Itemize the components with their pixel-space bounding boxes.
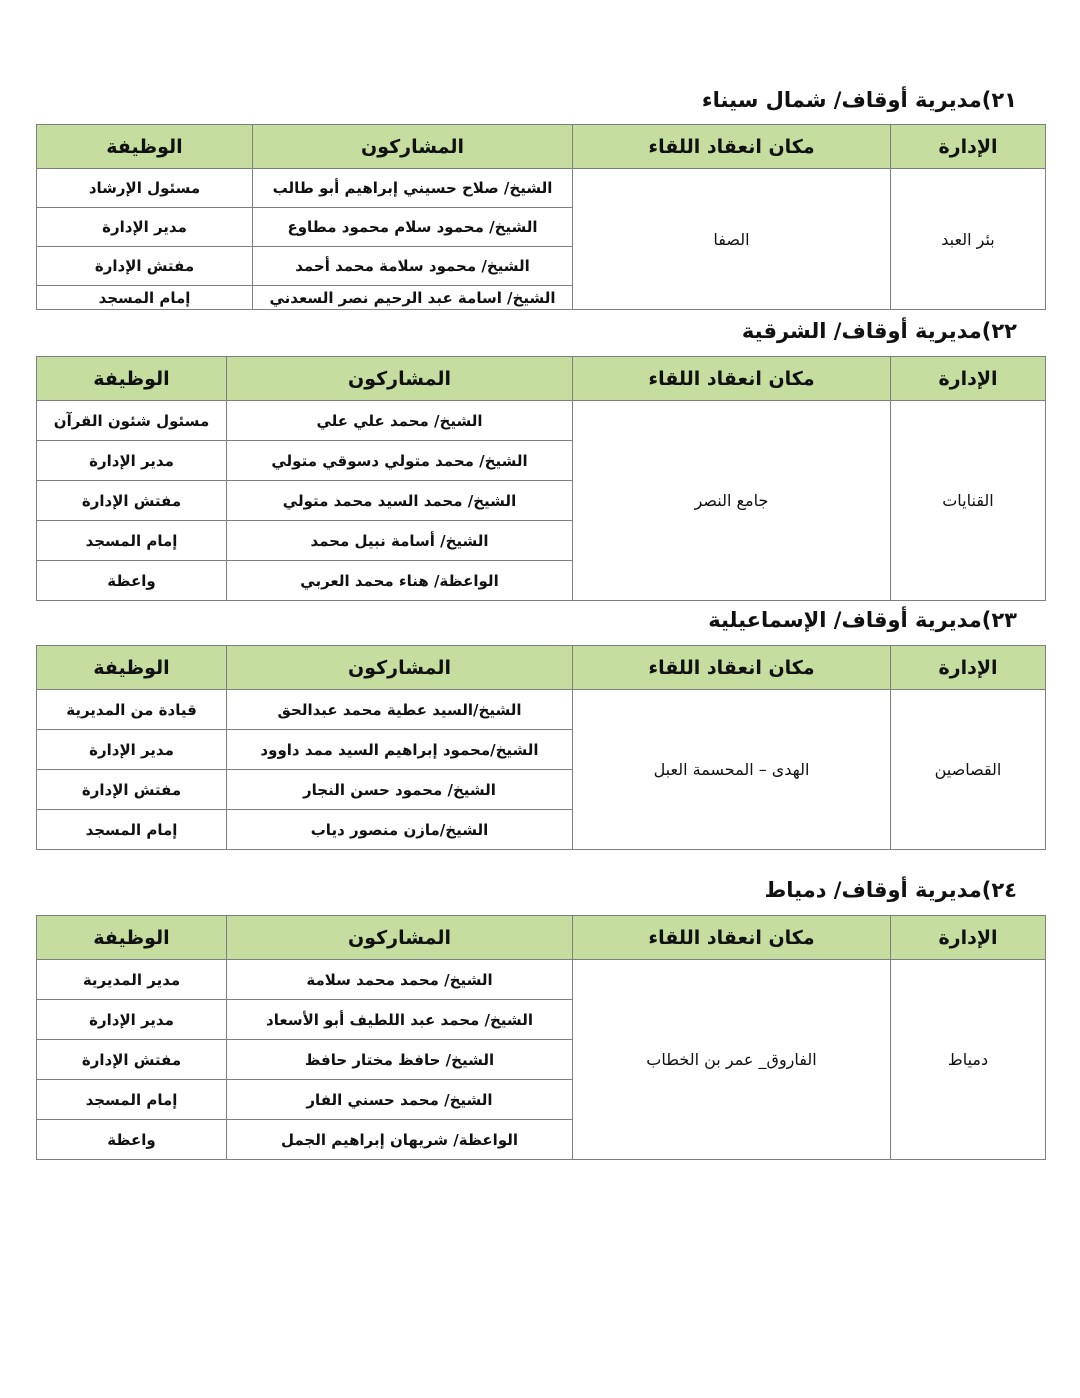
header-role: الوظيفة xyxy=(37,357,227,401)
role-cell: مدير الإدارة xyxy=(37,441,227,481)
role-cell: مفتش الإدارة xyxy=(37,481,227,521)
participant-cell: الشيخ/ محمود حسن النجار xyxy=(227,770,573,810)
header-admin: الإدارة xyxy=(891,357,1046,401)
table-row xyxy=(37,169,1046,208)
admin-cell: القنايات xyxy=(891,401,1046,601)
section-23 xyxy=(36,608,1045,850)
table-header-row xyxy=(37,125,1046,169)
venue-cell: الهدى – المحسمة العبل xyxy=(573,690,891,850)
role-cell: مسئول شئون القرآن xyxy=(37,401,227,441)
participant-cell: الشيخ/ محمود سلام محمود مطاوع xyxy=(253,208,573,247)
role-cell: إمام المسجد xyxy=(37,810,227,850)
role-cell: مفتش الإدارة xyxy=(37,247,253,286)
section-21 xyxy=(36,88,1045,312)
section-table xyxy=(36,915,1046,1160)
header-role: الوظيفة xyxy=(37,646,227,690)
table-header-row xyxy=(37,916,1046,960)
admin-cell: القصاصين xyxy=(891,690,1046,850)
role-cell: واعظة xyxy=(37,1120,227,1160)
role-cell: إمام المسجد xyxy=(37,286,253,310)
table-row xyxy=(37,960,1046,1000)
role-cell: مفتش الإدارة xyxy=(37,770,227,810)
section-table xyxy=(36,124,1046,310)
header-venue: مكان انعقاد اللقاء xyxy=(573,125,891,169)
participant-cell: الشيخ/ صلاح حسيني إبراهيم أبو طالب xyxy=(253,169,573,208)
role-cell: مسئول الإرشاد xyxy=(37,169,253,208)
section-table xyxy=(36,645,1046,850)
participant-cell: الشيخ/مازن منصور دياب xyxy=(227,810,573,850)
section-title: ٢٤)مديرية أوقاف/ دمياط xyxy=(764,878,1017,902)
participant-cell: الشيخ/ محمد حسني الفار xyxy=(227,1080,573,1120)
participant-cell: الشيخ/ محمد السيد محمد متولي xyxy=(227,481,573,521)
header-admin: الإدارة xyxy=(891,125,1046,169)
role-cell: إمام المسجد xyxy=(37,1080,227,1120)
role-cell: مدير الإدارة xyxy=(37,1000,227,1040)
table-header-row xyxy=(37,357,1046,401)
header-participants: المشاركون xyxy=(227,357,573,401)
header-participants: المشاركون xyxy=(253,125,573,169)
role-cell: مفتش الإدارة xyxy=(37,1040,227,1080)
role-cell: واعظة xyxy=(37,561,227,601)
role-cell: مدير الإدارة xyxy=(37,208,253,247)
participant-cell: الواعظة/ هناء محمد العربي xyxy=(227,561,573,601)
participant-cell: الشيخ/ اسامة عبد الرحيم نصر السعدني xyxy=(253,286,573,310)
role-cell: قيادة من المديرية xyxy=(37,690,227,730)
participant-cell: الشيخ/ محمد علي علي xyxy=(227,401,573,441)
admin-cell: دمياط xyxy=(891,960,1046,1160)
participant-cell: الشيخ/السيد عطية محمد عبدالحق xyxy=(227,690,573,730)
venue-cell: الفاروق_ عمر بن الخطاب xyxy=(573,960,891,1160)
venue-cell: الصفا xyxy=(573,169,891,310)
role-cell: إمام المسجد xyxy=(37,521,227,561)
section-22 xyxy=(36,319,1045,601)
header-participants: المشاركون xyxy=(227,916,573,960)
header-admin: الإدارة xyxy=(891,646,1046,690)
header-venue: مكان انعقاد اللقاء xyxy=(573,916,891,960)
participant-cell: الشيخ/محمود إبراهيم السيد ممد داوود xyxy=(227,730,573,770)
admin-cell: بئر العبد xyxy=(891,169,1046,310)
table-row xyxy=(37,690,1046,730)
header-admin: الإدارة xyxy=(891,916,1046,960)
table-header-row xyxy=(37,646,1046,690)
participant-cell: الشيخ/ حافظ مختار حافظ xyxy=(227,1040,573,1080)
section-title: ٢٢)مديرية أوقاف/ الشرقية xyxy=(741,319,1017,343)
participant-cell: الشيخ/ محمود سلامة محمد أحمد xyxy=(253,247,573,286)
section-title: ٢١)مديرية أوقاف/ شمال سيناء xyxy=(701,88,1017,112)
participant-cell: الواعظة/ شريهان إبراهيم الجمل xyxy=(227,1120,573,1160)
header-role: الوظيفة xyxy=(37,125,253,169)
header-venue: مكان انعقاد اللقاء xyxy=(573,646,891,690)
section-title: ٢٣)مديرية أوقاف/ الإسماعيلية xyxy=(708,608,1017,632)
table-row xyxy=(37,401,1046,441)
role-cell: مدير المديرية xyxy=(37,960,227,1000)
participant-cell: الشيخ/ محمد متولي دسوقي متولي xyxy=(227,441,573,481)
participant-cell: الشيخ/ محمد محمد سلامة xyxy=(227,960,573,1000)
venue-cell: جامع النصر xyxy=(573,401,891,601)
header-role: الوظيفة xyxy=(37,916,227,960)
participant-cell: الشيخ/ محمد عبد اللطيف أبو الأسعاد xyxy=(227,1000,573,1040)
header-venue: مكان انعقاد اللقاء xyxy=(573,357,891,401)
header-participants: المشاركون xyxy=(227,646,573,690)
section-table xyxy=(36,356,1046,601)
role-cell: مدير الإدارة xyxy=(37,730,227,770)
section-24 xyxy=(36,878,1045,1162)
participant-cell: الشيخ/ أسامة نبيل محمد xyxy=(227,521,573,561)
